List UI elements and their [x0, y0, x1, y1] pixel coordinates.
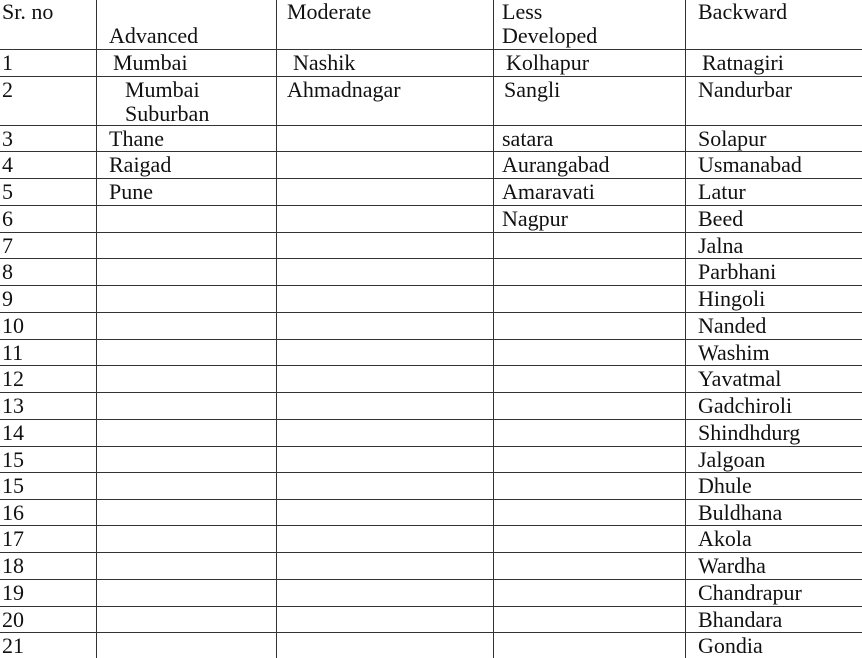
- cell-backward: Hingoli: [698, 286, 766, 311]
- cell-advanced: Thane: [109, 126, 164, 151]
- cell-sr-no: 14: [2, 420, 24, 445]
- header-backward: Backward: [698, 0, 788, 24]
- cell-advanced: Mumbai Suburban: [125, 77, 210, 126]
- cell-backward: Beed: [698, 206, 744, 231]
- cell-backward: Washim: [698, 340, 770, 365]
- cell-sr-no: 15: [2, 447, 24, 472]
- cell-backward: Akola: [698, 526, 752, 551]
- cell-sr-no: 19: [2, 580, 24, 605]
- cell-sr-no: 20: [2, 607, 24, 632]
- cell-backward: Jalna: [698, 233, 744, 258]
- cell-sr-no: 9: [2, 286, 13, 311]
- cell-backward: Latur: [698, 179, 746, 204]
- cell-sr-no: 6: [2, 206, 13, 231]
- cell-sr-no: 17: [2, 526, 24, 551]
- cell-backward: Gadchiroli: [698, 393, 793, 418]
- cell-advanced: Raigad: [109, 152, 172, 177]
- cell-sr-no: 16: [2, 500, 24, 525]
- cell-backward: Wardha: [698, 553, 766, 578]
- column-divider: [276, 0, 277, 658]
- cell-backward: Shindhdurg: [698, 420, 801, 445]
- cell-backward: Nanded: [698, 313, 767, 338]
- cell-backward: Jalgoan: [698, 447, 766, 472]
- column-divider: [493, 0, 494, 658]
- header-less-developed: Less Developed: [502, 0, 598, 48]
- cell-moderate: Ahmadnagar: [287, 77, 401, 102]
- cell-sr-no: 4: [2, 152, 13, 177]
- cell-backward: Yavatmal: [698, 366, 782, 391]
- cell-sr-no: 21: [2, 633, 24, 658]
- cell-backward: Nandurbar: [698, 77, 793, 102]
- cell-backward: Ratnagiri: [702, 50, 784, 75]
- cell-less-developed: satara: [502, 126, 554, 151]
- cell-advanced: Mumbai: [113, 50, 188, 75]
- cell-sr-no: 18: [2, 553, 24, 578]
- cell-backward: Usmanabad: [698, 152, 802, 177]
- column-divider: [685, 0, 686, 658]
- cell-sr-no: 11: [2, 340, 24, 365]
- cell-sr-no: 12: [2, 366, 24, 391]
- cell-backward: Dhule: [698, 473, 752, 498]
- column-divider: [96, 0, 97, 658]
- cell-backward: Bhandara: [698, 607, 783, 632]
- cell-sr-no: 15: [2, 473, 24, 498]
- cell-less-developed: Amaravati: [502, 179, 595, 204]
- cell-sr-no: 7: [2, 233, 13, 258]
- cell-sr-no: 3: [2, 126, 13, 151]
- cell-less-developed: Nagpur: [502, 206, 568, 231]
- cell-sr-no: 8: [2, 259, 13, 284]
- cell-less-developed: Sangli: [504, 77, 561, 102]
- header-advanced: Advanced: [109, 23, 199, 48]
- cell-sr-no: 13: [2, 393, 24, 418]
- cell-backward: Gondia: [698, 633, 763, 658]
- cell-less-developed: Kolhapur: [506, 50, 590, 75]
- cell-sr-no: 2: [2, 77, 13, 102]
- header-sr-no: Sr. no: [2, 0, 54, 24]
- cell-advanced: Pune: [109, 179, 153, 204]
- cell-sr-no: 5: [2, 179, 13, 204]
- cell-backward: Buldhana: [698, 500, 783, 525]
- cell-sr-no: 10: [2, 313, 24, 338]
- header-moderate: Moderate: [287, 0, 372, 24]
- cell-backward: Chandrapur: [698, 580, 802, 605]
- cell-backward: Parbhani: [698, 259, 777, 284]
- cell-moderate: Nashik: [293, 50, 356, 75]
- cell-less-developed: Aurangabad: [502, 152, 610, 177]
- cell-backward: Solapur: [698, 126, 767, 151]
- cell-sr-no: 1: [2, 50, 13, 75]
